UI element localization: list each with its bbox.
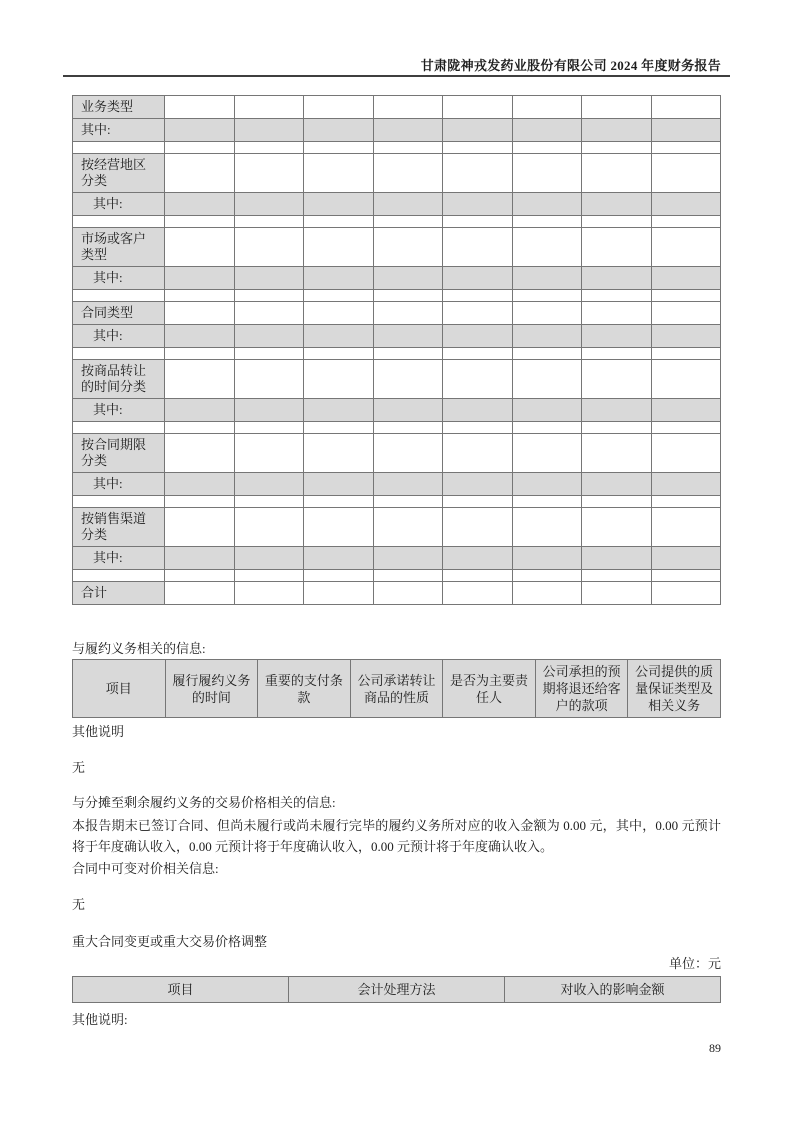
data-cell	[165, 348, 235, 360]
row-label-cell: 其中:	[73, 547, 165, 570]
data-cell	[234, 119, 304, 142]
column-header-cell: 项目	[73, 660, 166, 718]
data-cell	[512, 570, 582, 582]
data-cell	[304, 216, 374, 228]
data-cell	[304, 547, 374, 570]
data-cell	[304, 325, 374, 348]
data-cell	[582, 582, 652, 605]
table-row	[73, 570, 721, 582]
data-cell	[443, 473, 513, 496]
table-row	[73, 142, 721, 154]
table-row	[73, 360, 721, 399]
data-cell	[234, 360, 304, 399]
data-cell	[165, 399, 235, 422]
table-row	[73, 96, 721, 119]
other-notes-value: 无	[72, 760, 86, 775]
data-cell	[651, 508, 721, 547]
data-cell	[512, 96, 582, 119]
data-cell	[165, 434, 235, 473]
data-cell	[165, 360, 235, 399]
data-cell	[304, 96, 374, 119]
data-cell	[234, 302, 304, 325]
data-cell	[165, 142, 235, 154]
table-row	[73, 228, 721, 267]
empty-label-cell	[73, 570, 165, 582]
major-adjustment-table	[72, 976, 721, 1003]
table-row	[73, 422, 721, 434]
table-row	[73, 434, 721, 473]
data-cell	[582, 302, 652, 325]
footer-notes-label: 其他说明:	[72, 1012, 128, 1027]
row-label-cell: 其中:	[73, 193, 165, 216]
data-cell	[443, 360, 513, 399]
data-cell	[582, 399, 652, 422]
data-cell	[512, 119, 582, 142]
column-header-cell: 公司提供的质量保证类型及相关义务	[628, 660, 721, 718]
data-cell	[373, 267, 443, 290]
data-cell	[165, 325, 235, 348]
data-cell	[443, 96, 513, 119]
data-cell	[651, 142, 721, 154]
data-cell	[304, 348, 374, 360]
data-cell	[512, 154, 582, 193]
data-cell	[443, 325, 513, 348]
row-label-cell: 其中:	[73, 473, 165, 496]
page-number: 89	[709, 1041, 721, 1055]
data-cell	[582, 193, 652, 216]
data-cell	[443, 434, 513, 473]
data-cell	[512, 582, 582, 605]
table-row	[73, 508, 721, 547]
data-cell	[304, 267, 374, 290]
data-cell	[651, 267, 721, 290]
table-row	[73, 154, 721, 193]
data-cell	[234, 547, 304, 570]
data-cell	[512, 228, 582, 267]
data-cell	[512, 267, 582, 290]
data-cell	[582, 325, 652, 348]
data-cell	[651, 496, 721, 508]
data-cell	[582, 216, 652, 228]
table-row	[73, 302, 721, 325]
major-adjustment-heading: 重大合同变更或重大交易价格调整	[72, 934, 268, 949]
data-cell	[165, 570, 235, 582]
data-cell	[234, 570, 304, 582]
data-cell	[443, 547, 513, 570]
data-cell	[373, 508, 443, 547]
table-row	[73, 348, 721, 360]
data-cell	[373, 290, 443, 302]
data-cell	[234, 325, 304, 348]
column-header-cell: 是否为主要责任人	[443, 660, 536, 718]
data-cell	[651, 216, 721, 228]
table-row	[73, 267, 721, 290]
data-cell	[304, 154, 374, 193]
data-cell	[582, 508, 652, 547]
data-cell	[512, 473, 582, 496]
data-cell	[582, 360, 652, 399]
data-cell	[373, 302, 443, 325]
column-header-cell: 公司承担的预期将退还给客户的款项	[535, 660, 628, 718]
row-label-cell: 其中:	[73, 267, 165, 290]
data-cell	[165, 508, 235, 547]
table-row	[73, 325, 721, 348]
data-cell	[373, 154, 443, 193]
data-cell	[234, 154, 304, 193]
data-cell	[234, 496, 304, 508]
table-row	[73, 216, 721, 228]
unit-label: 单位：元	[668, 956, 721, 971]
data-cell	[304, 193, 374, 216]
empty-label-cell	[73, 348, 165, 360]
data-cell	[304, 228, 374, 267]
data-cell	[582, 154, 652, 193]
data-cell	[512, 399, 582, 422]
data-cell	[443, 267, 513, 290]
data-cell	[651, 434, 721, 473]
report-header-title: 甘肃陇神戎发药业股份有限公司 2024 年度财务报告	[420, 58, 721, 73]
data-cell	[651, 348, 721, 360]
data-cell	[651, 290, 721, 302]
data-cell	[373, 582, 443, 605]
variable-consideration-value: 无	[72, 897, 86, 912]
table-row	[73, 496, 721, 508]
remaining-price-heading: 与分摊至剩余履约义务的交易价格相关的信息:	[72, 795, 336, 810]
performance-obligations-heading: 与履约义务相关的信息:	[72, 641, 206, 656]
column-header-cell: 对收入的影响金额	[505, 977, 721, 1003]
data-cell	[234, 508, 304, 547]
data-cell	[443, 290, 513, 302]
data-cell	[582, 142, 652, 154]
data-cell	[373, 325, 443, 348]
data-cell	[373, 360, 443, 399]
data-cell	[165, 473, 235, 496]
data-cell	[373, 193, 443, 216]
data-cell	[304, 496, 374, 508]
row-label-cell: 按销售渠道分类	[73, 508, 165, 547]
performance-obligations-table	[72, 659, 721, 718]
table-header-row	[73, 660, 721, 718]
row-label-cell: 业务类型	[73, 96, 165, 119]
data-cell	[234, 399, 304, 422]
data-cell	[304, 422, 374, 434]
column-header-cell: 公司承诺转让商品的性质	[350, 660, 443, 718]
row-label-cell: 按合同期限分类	[73, 434, 165, 473]
data-cell	[373, 496, 443, 508]
data-cell	[443, 216, 513, 228]
table-row	[73, 290, 721, 302]
data-cell	[234, 473, 304, 496]
data-cell	[234, 348, 304, 360]
data-cell	[165, 228, 235, 267]
data-cell	[373, 119, 443, 142]
data-cell	[234, 216, 304, 228]
data-cell	[373, 96, 443, 119]
data-cell	[651, 399, 721, 422]
data-cell	[582, 290, 652, 302]
data-cell	[373, 547, 443, 570]
data-cell	[373, 216, 443, 228]
data-cell	[373, 422, 443, 434]
data-cell	[512, 434, 582, 473]
data-cell	[443, 422, 513, 434]
data-cell	[373, 348, 443, 360]
data-cell	[234, 228, 304, 267]
data-cell	[234, 422, 304, 434]
data-cell	[234, 582, 304, 605]
data-cell	[582, 434, 652, 473]
data-cell	[234, 142, 304, 154]
data-cell	[651, 570, 721, 582]
data-cell	[651, 96, 721, 119]
data-cell	[651, 547, 721, 570]
data-cell	[304, 399, 374, 422]
data-cell	[234, 290, 304, 302]
data-cell	[443, 142, 513, 154]
data-cell	[443, 302, 513, 325]
data-cell	[304, 570, 374, 582]
data-cell	[373, 142, 443, 154]
table-row	[73, 399, 721, 422]
data-cell	[443, 119, 513, 142]
data-cell	[512, 193, 582, 216]
data-cell	[651, 582, 721, 605]
data-cell	[304, 302, 374, 325]
data-cell	[512, 290, 582, 302]
data-cell	[512, 547, 582, 570]
data-cell	[651, 119, 721, 142]
variable-consideration-heading: 合同中可变对价相关信息:	[72, 861, 219, 876]
data-cell	[512, 302, 582, 325]
empty-label-cell	[73, 142, 165, 154]
data-cell	[443, 193, 513, 216]
row-label-cell: 按商品转让的时间分类	[73, 360, 165, 399]
table-header-row	[73, 977, 721, 1003]
data-cell	[443, 228, 513, 267]
data-cell	[582, 570, 652, 582]
data-cell	[165, 302, 235, 325]
table-row	[73, 473, 721, 496]
data-cell	[304, 142, 374, 154]
row-label-cell: 合同类型	[73, 302, 165, 325]
data-cell	[582, 422, 652, 434]
data-cell	[304, 473, 374, 496]
column-header-cell: 会计处理方法	[289, 977, 505, 1003]
data-cell	[582, 348, 652, 360]
row-label-cell: 合计	[73, 582, 165, 605]
data-cell	[582, 496, 652, 508]
empty-label-cell	[73, 216, 165, 228]
data-cell	[651, 422, 721, 434]
data-cell	[304, 119, 374, 142]
data-cell	[582, 547, 652, 570]
data-cell	[234, 96, 304, 119]
data-cell	[512, 422, 582, 434]
data-cell	[582, 119, 652, 142]
data-cell	[234, 267, 304, 290]
column-header-cell: 项目	[73, 977, 289, 1003]
header-rule	[63, 75, 730, 77]
row-label-cell: 市场或客户类型	[73, 228, 165, 267]
row-label-cell: 其中:	[73, 119, 165, 142]
column-header-cell: 重要的支付条款	[258, 660, 351, 718]
data-cell	[165, 96, 235, 119]
data-cell	[373, 473, 443, 496]
other-notes-label: 其他说明	[72, 724, 125, 739]
data-cell	[512, 348, 582, 360]
data-cell	[512, 360, 582, 399]
empty-label-cell	[73, 422, 165, 434]
data-cell	[443, 399, 513, 422]
data-cell	[582, 267, 652, 290]
data-cell	[512, 142, 582, 154]
table-row	[73, 582, 721, 605]
data-cell	[651, 228, 721, 267]
data-cell	[651, 360, 721, 399]
data-cell	[512, 508, 582, 547]
data-cell	[165, 290, 235, 302]
data-cell	[304, 582, 374, 605]
row-label-cell: 其中:	[73, 325, 165, 348]
data-cell	[304, 360, 374, 399]
table-row	[73, 547, 721, 570]
data-cell	[165, 496, 235, 508]
data-cell	[373, 434, 443, 473]
data-cell	[443, 154, 513, 193]
row-label-cell: 其中:	[73, 399, 165, 422]
data-cell	[304, 434, 374, 473]
data-cell	[512, 325, 582, 348]
data-cell	[443, 570, 513, 582]
data-cell	[165, 193, 235, 216]
table-row	[73, 193, 721, 216]
empty-label-cell	[73, 290, 165, 302]
data-cell	[165, 422, 235, 434]
data-cell	[373, 228, 443, 267]
data-cell	[651, 154, 721, 193]
data-cell	[443, 348, 513, 360]
data-cell	[651, 325, 721, 348]
empty-label-cell	[73, 496, 165, 508]
data-cell	[651, 302, 721, 325]
data-cell	[373, 399, 443, 422]
column-header-cell: 履行履约义务的时间	[165, 660, 258, 718]
data-cell	[165, 267, 235, 290]
data-cell	[234, 434, 304, 473]
table-row	[73, 119, 721, 142]
data-cell	[582, 96, 652, 119]
data-cell	[582, 228, 652, 267]
data-cell	[373, 570, 443, 582]
data-cell	[165, 547, 235, 570]
data-cell	[512, 216, 582, 228]
data-cell	[304, 290, 374, 302]
data-cell	[443, 496, 513, 508]
data-cell	[234, 193, 304, 216]
data-cell	[165, 154, 235, 193]
revenue-breakdown-table	[72, 95, 721, 605]
data-cell	[165, 582, 235, 605]
data-cell	[443, 582, 513, 605]
data-cell	[165, 119, 235, 142]
data-cell	[165, 216, 235, 228]
data-cell	[651, 473, 721, 496]
data-cell	[582, 473, 652, 496]
data-cell	[443, 508, 513, 547]
data-cell	[512, 496, 582, 508]
data-cell	[304, 508, 374, 547]
row-label-cell: 按经营地区分类	[73, 154, 165, 193]
remaining-price-paragraph: 本报告期末已签订合同、但尚未履行或尚未履行完毕的履约义务所对应的收入金额为 0.00 元，其中，0.00 元预计将于年度确认收入，0.00 元预计将于年度确认收入，0.00 元预计将于年度确认收入。	[72, 818, 721, 854]
data-cell	[651, 193, 721, 216]
